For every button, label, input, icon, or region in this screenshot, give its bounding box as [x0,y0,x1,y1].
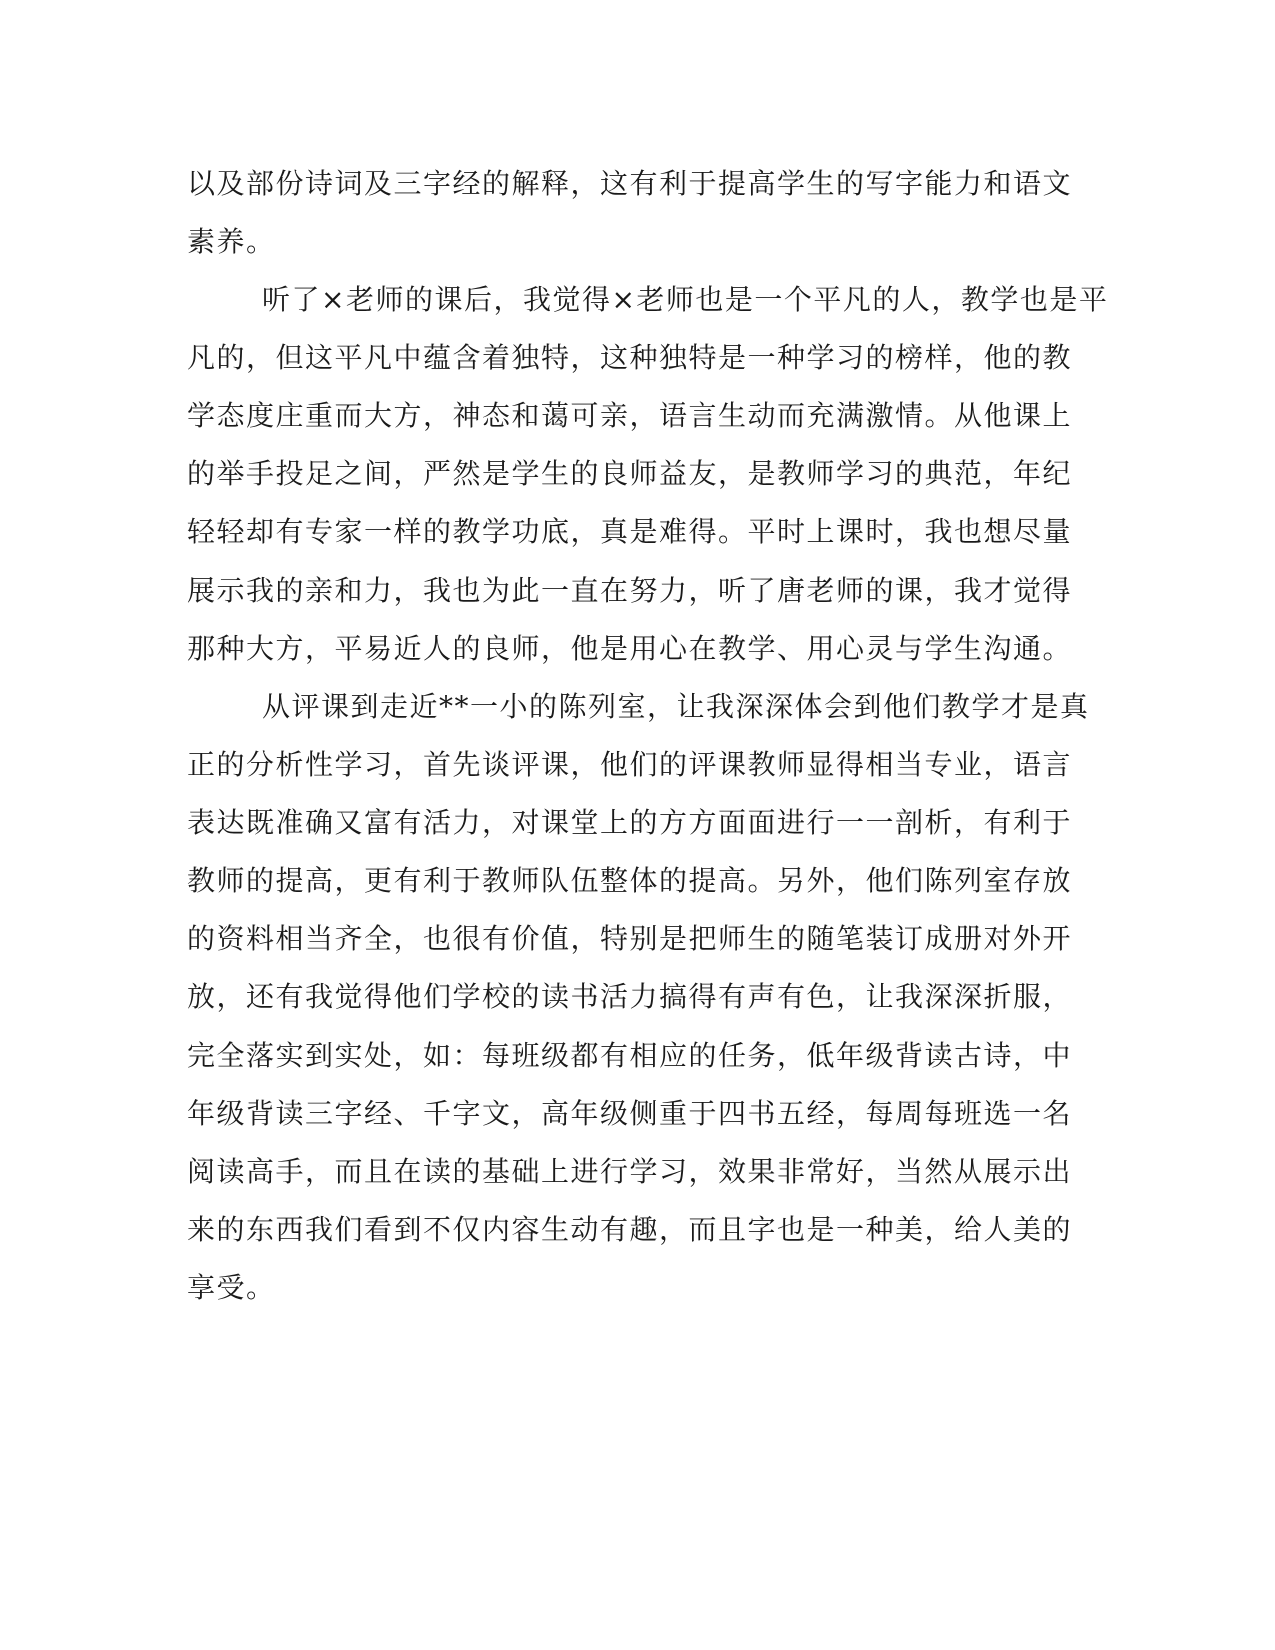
text-line: 年级背读三字经、千字文，高年级侧重于四书五经，每周每班选一名 [187,1097,1073,1130]
text-line: 享受。 [187,1271,276,1304]
text-line: 那种大方，平易近人的良师，他是用心在教学、用心灵与学生沟通。 [187,632,1073,665]
text-line: 表达既准确又富有活力，对课堂上的方方面面进行一一剖析，有利于 [187,806,1073,839]
text-line: 学态度庄重而大方，神态和蔼可亲，语言生动而充满激情。从他课上 [187,399,1073,432]
text-line: 来的东西我们看到不仅内容生动有趣，而且字也是一种美，给人美的 [187,1213,1073,1246]
text-line: 以及部份诗词及三字经的解释，这有利于提高学生的写字能力和语文 [187,167,1073,200]
text-line: 展示我的亲和力，我也为此一直在努力，听了唐老师的课，我才觉得 [187,574,1073,607]
text-line: 从评课到走近**一小的陈列室，让我深深体会到他们教学才是真 [262,690,1090,723]
text-line: 的资料相当齐全，也很有价值，特别是把师生的随笔装订成册对外开 [187,922,1073,955]
text-line: 凡的，但这平凡中蕴含着独特，这种独特是一种学习的榜样，他的教 [187,341,1073,374]
text-line: 完全落实到实处，如：每班级都有相应的任务，低年级背读古诗，中 [187,1039,1073,1072]
text-line: 正的分析性学习，首先谈评课，他们的评课教师显得相当专业，语言 [187,748,1073,781]
text-line: 阅读高手，而且在读的基础上进行学习，效果非常好，当然从展示出 [187,1155,1073,1188]
text-line: 教师的提高，更有利于教师队伍整体的提高。另外，他们陈列室存放 [187,864,1073,897]
text-line: 放，还有我觉得他们学校的读书活力搞得有声有色，让我深深折服， [187,980,1073,1013]
text-line: 的举手投足之间，严然是学生的良师益友，是教师学习的典范，年纪 [187,457,1073,490]
text-line: 听了×老师的课后，我觉得×老师也是一个平凡的人，教学也是平 [262,283,1109,316]
text-line: 轻轻却有专家一样的教学功底，真是难得。平时上课时，我也想尽量 [187,515,1073,548]
text-line: 素养。 [187,225,276,258]
